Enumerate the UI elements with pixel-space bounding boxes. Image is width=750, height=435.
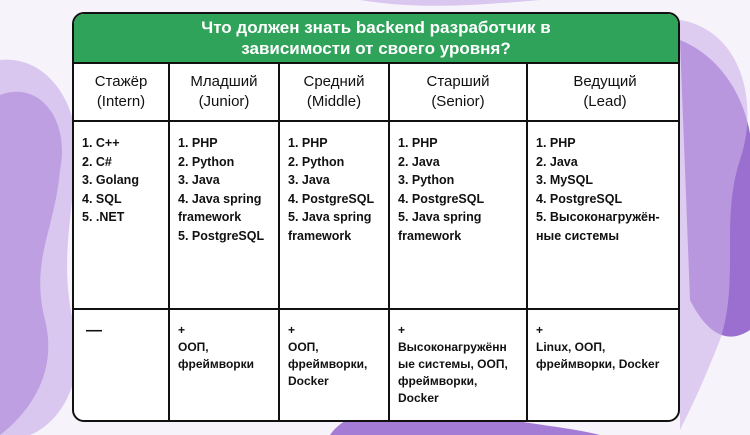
list-item: 1. PHP [288,136,328,150]
list-item: framework [398,228,462,243]
skills-list [280,126,388,245]
list-item: 4. PostgreSQL [536,191,623,206]
extras-cell [170,316,278,373]
list-item: 1. C++ [82,136,120,150]
column-header [74,64,168,120]
column-header [390,64,526,120]
column-senior [388,64,526,420]
plus-sign: + [178,323,186,337]
list-item: 5. Java spring [398,210,482,224]
extras-cell [280,316,388,390]
column-middle [278,64,388,420]
level-subtitle: (Lead) [583,93,627,110]
level-name: Средний [303,73,365,90]
list-item: 2. C# [82,154,112,169]
list-item: 5. PostgreSQL [178,228,265,243]
list-item: framework [288,228,352,243]
list-item: framework [178,210,242,224]
extras-cell [528,316,680,373]
extras-text: ООП, фреймворки [178,340,255,371]
list-item: 4. SQL [82,191,122,206]
level-subtitle: (Junior) [198,93,250,110]
skills-list [74,126,168,227]
title-bar [74,14,678,64]
list-item: 2. Java [398,154,440,169]
list-item: ные системы [536,228,620,243]
level-name: Старший [426,73,490,90]
extras-text: Linux, ООП, фреймворки, Docker [536,340,660,371]
skills-table-card [72,12,680,422]
list-item: 3. MySQL [536,173,593,187]
list-item: 2. Python [178,154,235,169]
list-item: 4. Java spring [178,191,262,206]
level-subtitle: (Middle) [306,93,362,110]
list-item: 2. Python [288,154,345,169]
level-name: Младший [190,73,258,90]
left-light-blob [0,60,77,435]
list-item: 3. Golang [82,173,139,187]
list-item: 3. Java [178,173,220,187]
list-item: 4. PostgreSQL [288,191,375,206]
plus-sign: + [398,323,406,337]
skills-list [390,126,526,245]
list-item: 3. Python [398,173,455,187]
list-item: 2. Java [536,154,578,169]
column-header [528,64,680,120]
extras-cell [74,316,168,340]
extras-text: — [86,322,102,339]
extras-cell [390,316,526,407]
levels-table [74,64,678,420]
column-junior [168,64,278,420]
top-light-blob [360,0,540,6]
list-item: 5. .NET [82,210,125,224]
plus-sign: + [288,323,296,337]
list-item: 1. PHP [536,136,576,150]
list-item: 5. Высоконагружён- [536,210,660,224]
list-item: 4. PostgreSQL [398,191,485,206]
level-subtitle: (Senior) [431,93,485,110]
page-title: Что должен знать backend разработчик в зависимости от своего уровня? [201,18,551,58]
list-item: 1. PHP [178,136,218,150]
column-intern [74,64,168,420]
list-item: 1. PHP [398,136,438,150]
level-name: Стажёр [94,73,148,90]
skills-list [528,126,680,245]
level-name: Ведущий [573,73,637,90]
level-subtitle: (Intern) [96,93,146,110]
extras-text: ООП, фреймворки, Docker [288,340,368,388]
column-lead [526,64,680,420]
column-header [280,64,388,120]
skills-list [170,126,278,245]
plus-sign: + [536,323,544,337]
extras-text: Высоконагружённ ые системы, ООП, фреймворки, Docker [398,340,508,405]
column-header [170,64,278,120]
list-item: 3. Java [288,173,330,187]
list-item: 5. Java spring [288,210,372,224]
